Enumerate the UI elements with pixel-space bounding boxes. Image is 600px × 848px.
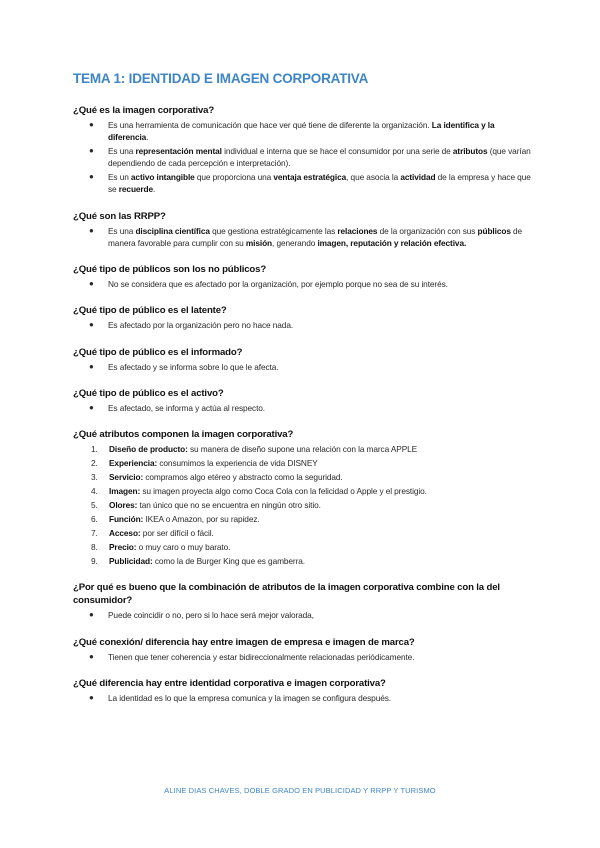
text-run: Es una herramienta de comunicación que hace ver qué tiene de diferente la organización.	[108, 120, 432, 130]
bold-text: actividad	[400, 172, 436, 183]
text-run: de la empresa y hace que se	[108, 172, 531, 195]
bold-text: ventaja estratégica	[273, 172, 347, 183]
bullet-list	[73, 119, 533, 196]
text-run: de la organización con sus	[377, 225, 478, 236]
text-run: su imagen proyecta algo como Coca Cola con la felicidad o Apple y el prestigio.	[140, 486, 427, 497]
bullet-marker: ●	[89, 120, 94, 129]
page-footer: ALINE DIAS CHAVES, DOBLE GRADO EN PUBLICIDAD Y RRPP Y TURISMO	[164, 786, 436, 795]
text-run: , generando	[272, 237, 318, 248]
qa-section	[73, 581, 533, 621]
qa-section	[73, 346, 533, 373]
bullet-list	[73, 402, 533, 414]
list-item	[73, 541, 533, 553]
bold-text: representación mental	[135, 146, 222, 157]
list-item	[73, 145, 533, 169]
text-run: tan único que no se encuentra en ningún otro sitio.	[137, 500, 321, 511]
list-number: 4.	[91, 486, 98, 497]
list-number: 1.	[91, 444, 98, 455]
text-run: Tienen que tener coherencia y estar bidireccionalmente relacionadas periódicamente.	[108, 651, 415, 662]
text-run: que gestiona estratégicamente las	[209, 225, 338, 236]
section-question: ¿Qué tipo de público es el latente?	[73, 305, 227, 317]
bullet-marker: ●	[89, 361, 94, 371]
text-run: Es un	[108, 172, 131, 183]
section-question: ¿Qué diferencia hay entre identidad corporativa e imagen corporativa?	[73, 677, 386, 689]
text-run: Es afectado, se informa y actúa al respecto.	[108, 402, 266, 413]
text-run: consumimos la experiencia de vida DISNEY	[157, 458, 318, 469]
qa-section	[73, 677, 533, 704]
bullet-list	[73, 692, 533, 704]
section-question: ¿Qué tipo de públicos son los no públicos?	[73, 264, 267, 276]
list-number: 8.	[91, 542, 98, 553]
text-run: (que varían dependiendo de cada percepción e interpretación).	[108, 146, 531, 169]
bullet-list	[73, 319, 533, 331]
text-run: , que asocia la	[346, 172, 401, 183]
text-run: Es una	[108, 146, 136, 157]
list-item	[73, 471, 533, 483]
bullet-list	[73, 278, 533, 290]
bullet-marker: ●	[89, 320, 94, 330]
bullet-marker: ●	[89, 146, 94, 156]
section-question: ¿Por qué es bueno que la combinación de atributos de la imagen corporativa combine con la del consumidor?	[73, 582, 500, 607]
text-run: por ser difícil o fácil.	[140, 528, 214, 539]
qa-section	[73, 387, 533, 414]
list-item	[73, 119, 533, 143]
bold-text: La identifica y la diferencia	[108, 120, 495, 143]
bullet-list	[73, 361, 533, 373]
bold-text: Diseño de producto:	[109, 444, 188, 455]
section-question: ¿Qué son las RRPP?	[73, 210, 166, 222]
qa-section	[73, 104, 533, 196]
bold-text: disciplina científica	[135, 225, 210, 236]
list-number: 2.	[91, 458, 98, 469]
qa-section	[73, 263, 533, 290]
section-question: ¿Qué atributos componen la imagen corporativa?	[73, 429, 294, 441]
list-item	[73, 651, 533, 663]
list-item	[73, 443, 533, 455]
bold-text: públicos	[477, 225, 511, 236]
list-item	[73, 361, 533, 373]
list-number: 6.	[91, 514, 98, 525]
text-run: compramos algo etéreo y abstracto como la seguridad.	[143, 472, 343, 483]
bold-text: imagen, reputación y relación efectiva.	[317, 237, 467, 248]
text-run: Puede coincidir o no, pero si lo hace será mejor valorada,	[108, 610, 314, 621]
page-title: TEMA 1: IDENTIDAD E IMAGEN CORPORATIVA	[73, 71, 369, 86]
text-run: su manera de diseño supone una relación con la marca APPLE	[187, 444, 418, 455]
list-item	[73, 513, 533, 525]
bold-text: Imagen:	[109, 486, 141, 497]
bullet-marker: ●	[89, 172, 94, 182]
numbered-list	[73, 443, 533, 567]
list-item	[73, 278, 533, 290]
list-number: 7.	[91, 528, 98, 539]
list-item	[73, 527, 533, 539]
list-item	[73, 499, 533, 511]
bullet-marker: ●	[89, 692, 94, 702]
list-item	[73, 485, 533, 497]
list-item	[73, 402, 533, 414]
text-run: IKEA o Amazon, por su rapidez.	[143, 514, 260, 525]
bold-text: relaciones	[337, 225, 378, 236]
text-run: individual e interna que se hace el consumidor por una serie de	[221, 146, 453, 157]
bullet-marker: ●	[89, 402, 94, 412]
bold-text: misión	[245, 237, 273, 248]
list-item	[73, 319, 533, 331]
bold-text: Experiencia:	[109, 458, 158, 469]
bullet-list	[73, 651, 533, 663]
qa-section	[73, 210, 533, 249]
text-run: de manera favorable para cumplir con su	[108, 225, 523, 248]
qa-section	[73, 428, 533, 567]
bold-text: Función:	[109, 514, 144, 525]
qa-section	[73, 636, 533, 663]
bullet-marker: ●	[89, 279, 94, 289]
list-number: 5.	[91, 500, 98, 511]
bold-text: Acceso:	[109, 528, 141, 539]
section-question: ¿Qué tipo de público es el informado?	[73, 346, 243, 358]
list-item	[73, 609, 533, 621]
document-body	[73, 104, 533, 718]
section-question: ¿Qué tipo de público es el activo?	[73, 387, 224, 399]
text-run: Es afectado y se informa sobre lo que le afecta.	[108, 361, 279, 372]
list-item	[73, 692, 533, 704]
list-item	[73, 457, 533, 469]
list-item	[73, 171, 533, 195]
bullet-marker: ●	[89, 610, 94, 620]
text-run: No se considera que es afectado por la organización, por ejemplo porque no sea de su interés.	[108, 279, 448, 290]
bold-text: Publicidad:	[109, 556, 153, 567]
list-item	[73, 225, 533, 249]
bold-text: recuerde	[118, 184, 154, 195]
text-run: .	[146, 132, 149, 143]
bold-text: atributos	[452, 146, 488, 157]
text-run: La identidad es lo que la empresa comunica y la imagen se configura después.	[108, 692, 391, 703]
list-number: 9.	[91, 556, 98, 567]
list-item	[73, 555, 533, 567]
bold-text: Precio:	[109, 542, 137, 553]
section-question: ¿Qué es la imagen corporativa?	[73, 105, 215, 116]
bold-text: activo intangible	[130, 172, 195, 183]
bullet-marker: ●	[89, 651, 94, 661]
text-run: Es afectado por la organización pero no hace nada.	[108, 320, 294, 331]
qa-section	[73, 304, 533, 331]
section-question: ¿Qué conexión/ diferencia hay entre imagen de empresa e imagen de marca?	[73, 636, 415, 648]
bold-text: Servicio:	[109, 472, 144, 483]
bold-text: Olores:	[109, 500, 138, 511]
bullet-list	[73, 609, 533, 621]
bullet-list	[73, 225, 533, 249]
bullet-marker: ●	[89, 225, 94, 235]
text-run: .	[153, 184, 156, 195]
text-run: como la de Burger King que es gamberra.	[152, 556, 305, 567]
list-number: 3.	[91, 472, 98, 483]
text-run: que proporciona una	[194, 172, 274, 183]
text-run: o muy caro o muy barato.	[136, 542, 231, 553]
text-run: Es una	[108, 225, 136, 236]
